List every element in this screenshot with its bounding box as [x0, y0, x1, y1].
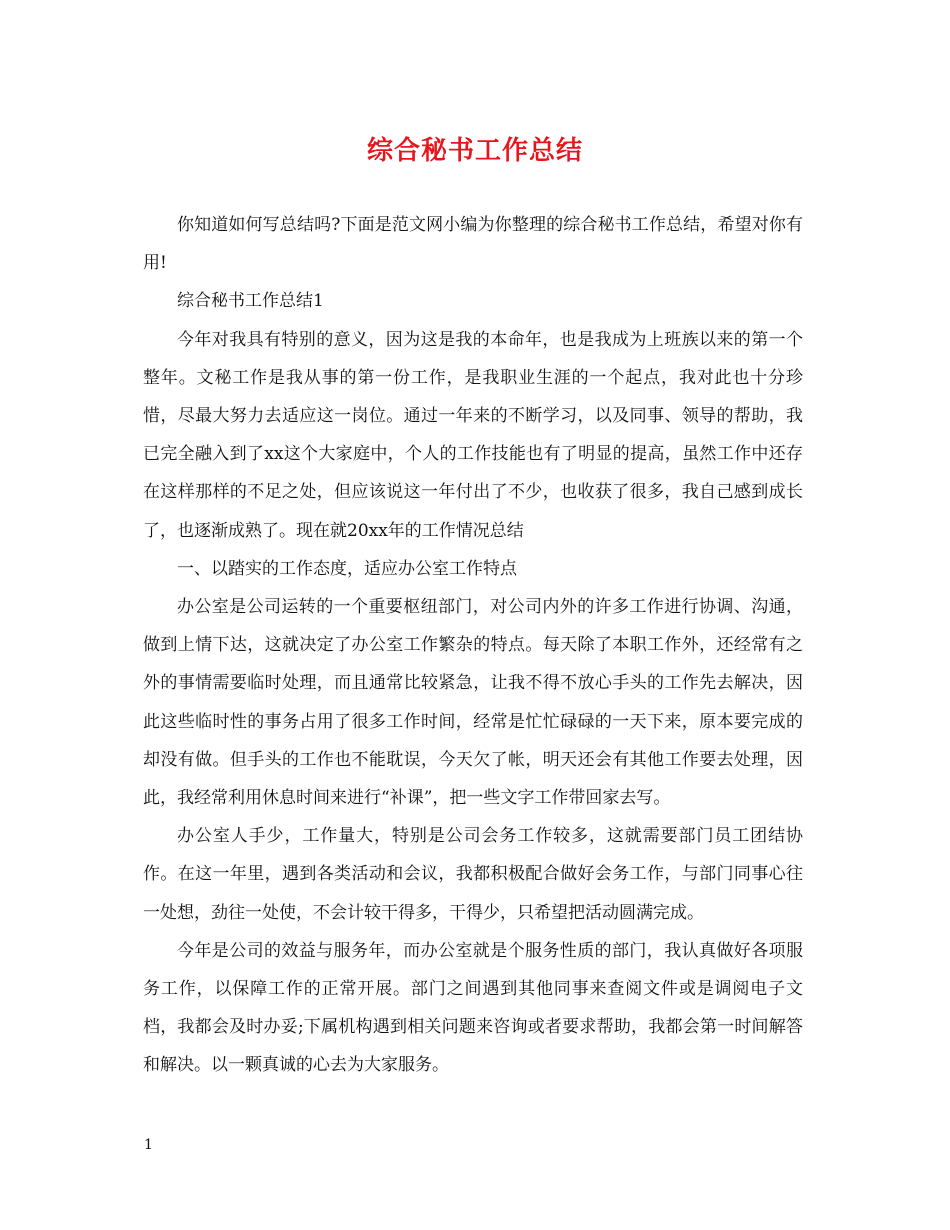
section-heading-summary-1: 综合秘书工作总结1 — [177, 291, 324, 312]
body-paragraph: 今年是公司的效益与服务年，而办公室就是个服务性质的部门，我认真做好各项服务工作，以保障工作的正常开展。部门之间遇到其他同事来查阅文件或是调阅电子文档，我都会及时办妥;下属机构遇到相关问题来咨询或者要求帮助，我都会第一时间解答和解决。以一颗真诚的心去为大家服务。 — [143, 940, 803, 1076]
document-body — [143, 206, 803, 1085]
intro-paragraph: 你知道如何写总结吗?下面是范文网小编为你整理的综合秘书工作总结，希望对你有用! — [143, 215, 803, 274]
body-paragraph: 今年对我具有特别的意义，因为这是我的本命年，也是我成为上班族以来的第一个整年。文秘工作是我从事的第一份工作，是我职业生涯的一个起点，我对此也十分珍惜，尽最大努力去适应这一岗位。通过一年来的不断学习，以及同事、领导的帮助，我已完全融入到了xx这个大家庭中，个人的工作技能也有了明显的提高，虽然工作中还存在这样那样的不足之处，但应该说这一年付出了不少，也收获了很多，我自己感到成长了，也逐渐成熟了。现在就20xx年的工作情况总结 — [143, 329, 803, 541]
section-heading-work-attitude: 一、以踏实的工作态度，适应办公室工作特点 — [177, 558, 517, 579]
document-title: 综合秘书工作总结 — [366, 136, 583, 166]
body-paragraph: 办公室是公司运转的一个重要枢纽部门，对公司内外的许多工作进行协调、沟通，做到上情下达，这就决定了办公室工作繁杂的特点。每天除了本职工作外，还经常有之外的事情需要临时处理，而且通常比较紧急，让我不得不放心手头的工作先去解决，因此这些临时性的事务占用了很多工作时间，经常是忙忙碌碌的一天下来，原本要完成的却没有做。但手头的工作也不能耽误，今天欠了帐，明天还会有其他工作要去处理，因此，我经常利用休息时间来进行“补课”，把一些文字工作带回家去写。 — [143, 597, 803, 809]
page-number: 1 — [144, 1137, 153, 1153]
body-paragraph: 办公室人手少，工作量大，特别是公司会务工作较多，这就需要部门员工团结协作。在这一年里，遇到各类活动和会议，我都积极配合做好会务工作，与部门同事心往一处想，劲往一处使，不会计较干得多，干得少，只希望把活动圆满完成。 — [143, 826, 803, 923]
